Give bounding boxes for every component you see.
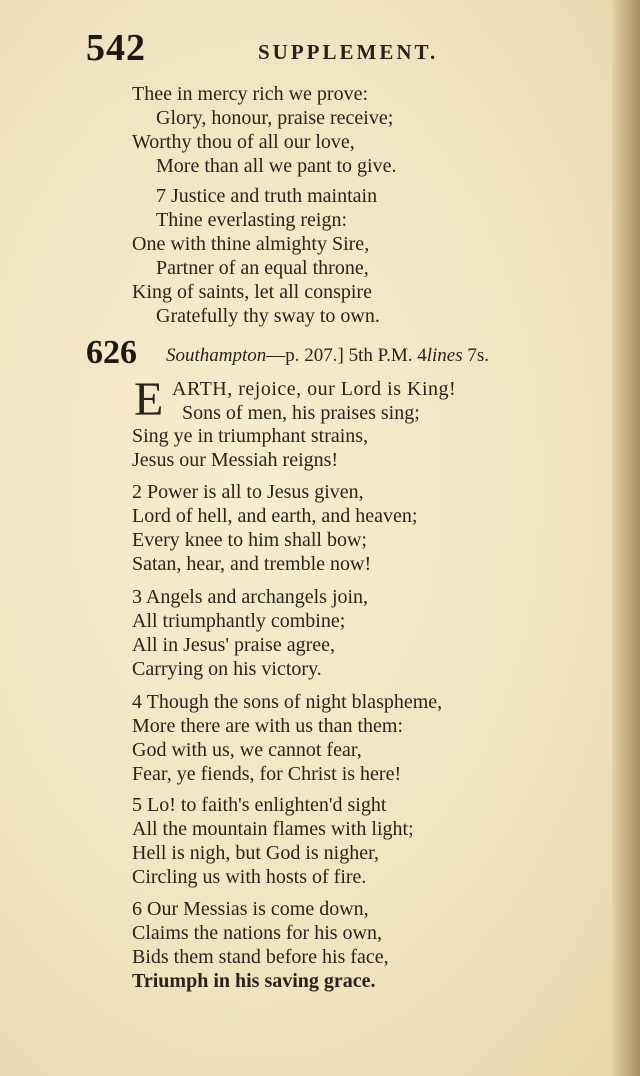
verse-line: 7 Justice and truth maintain bbox=[156, 185, 378, 207]
tune-name: Southampton bbox=[166, 345, 267, 366]
tune-reference bbox=[166, 345, 489, 367]
book-spine-shadow bbox=[612, 0, 640, 1076]
verse-line: All triumphantly combine; bbox=[132, 610, 346, 632]
verse-line: Bids them stand before his face, bbox=[132, 946, 389, 968]
verse-line: 6 Our Messias is come down, bbox=[132, 898, 369, 920]
verse-line: More than all we pant to give. bbox=[156, 155, 397, 177]
stanza-1-rest bbox=[132, 424, 602, 472]
verse-line: 5 Lo! to faith's enlighten'd sight bbox=[132, 794, 387, 816]
tune-meter: —p. 207.] 5th P.M. 4 bbox=[266, 345, 427, 366]
page-number: 542 bbox=[86, 27, 146, 69]
verse-line: Triumph in his saving grace. bbox=[132, 970, 376, 992]
verse-line: Carrying on his victory. bbox=[132, 658, 322, 680]
verse-line: God with us, we cannot fear, bbox=[132, 739, 362, 761]
verse-line: Lord of hell, and earth, and heaven; bbox=[132, 505, 418, 527]
verse-line: Claims the nations for his own, bbox=[132, 922, 382, 944]
tune-lines: lines bbox=[426, 345, 463, 366]
drop-cap: E bbox=[134, 373, 164, 426]
verse-line: All the mountain flames with light; bbox=[132, 818, 414, 840]
hymn-heading bbox=[86, 334, 626, 372]
verse-line: Sing ye in triumphant strains, bbox=[132, 425, 369, 447]
stanza-6 bbox=[132, 897, 602, 993]
verse-line: 2 Power is all to Jesus given, bbox=[132, 481, 364, 503]
verse-line: 4 Though the sons of night blaspheme, bbox=[132, 691, 443, 713]
stanza-3 bbox=[132, 585, 602, 681]
verse-line: One with thine almighty Sire, bbox=[132, 233, 370, 255]
continuation-stanza-a bbox=[132, 82, 602, 178]
running-head: SUPPLEMENT. bbox=[258, 40, 439, 64]
page-header bbox=[86, 26, 546, 70]
verse-line: Sons of men, his praises sing; bbox=[182, 402, 420, 424]
stanza-4 bbox=[132, 690, 602, 786]
verse-line: Partner of an equal throne, bbox=[156, 257, 369, 279]
verse-line: Every knee to him shall bow; bbox=[132, 529, 367, 551]
tune-meter-tail: 7s. bbox=[467, 345, 490, 366]
stanza-5 bbox=[132, 793, 602, 889]
verse-line: More there are with us than them: bbox=[132, 715, 404, 737]
continuation-stanza-b bbox=[132, 184, 602, 328]
stanza-2 bbox=[132, 480, 602, 576]
verse-line: King of saints, let all conspire bbox=[132, 281, 372, 303]
verse-line: Thee in mercy rich we prove: bbox=[132, 83, 369, 105]
verse-line: Jesus our Messiah reigns! bbox=[132, 449, 339, 471]
verse-line: ARTH, rejoice, our Lord is King! bbox=[172, 378, 457, 400]
verse-line: Satan, hear, and tremble now! bbox=[132, 553, 372, 575]
verse-line: Gratefully thy sway to own. bbox=[156, 305, 380, 327]
verse-line: All in Jesus' praise agree, bbox=[132, 634, 335, 656]
verse-line: Hell is nigh, but God is nigher, bbox=[132, 842, 379, 864]
hymn-number: 626 bbox=[86, 334, 137, 371]
verse-line: Fear, ye fiends, for Christ is here! bbox=[132, 763, 402, 785]
verse-line: Circling us with hosts of fire. bbox=[132, 866, 367, 888]
verse-line: 3 Angels and archangels join, bbox=[132, 586, 369, 608]
verse-line: Worthy thou of all our love, bbox=[132, 131, 355, 153]
verse-line: Glory, honour, praise receive; bbox=[156, 107, 394, 129]
verse-line: Thine everlasting reign: bbox=[156, 209, 348, 231]
